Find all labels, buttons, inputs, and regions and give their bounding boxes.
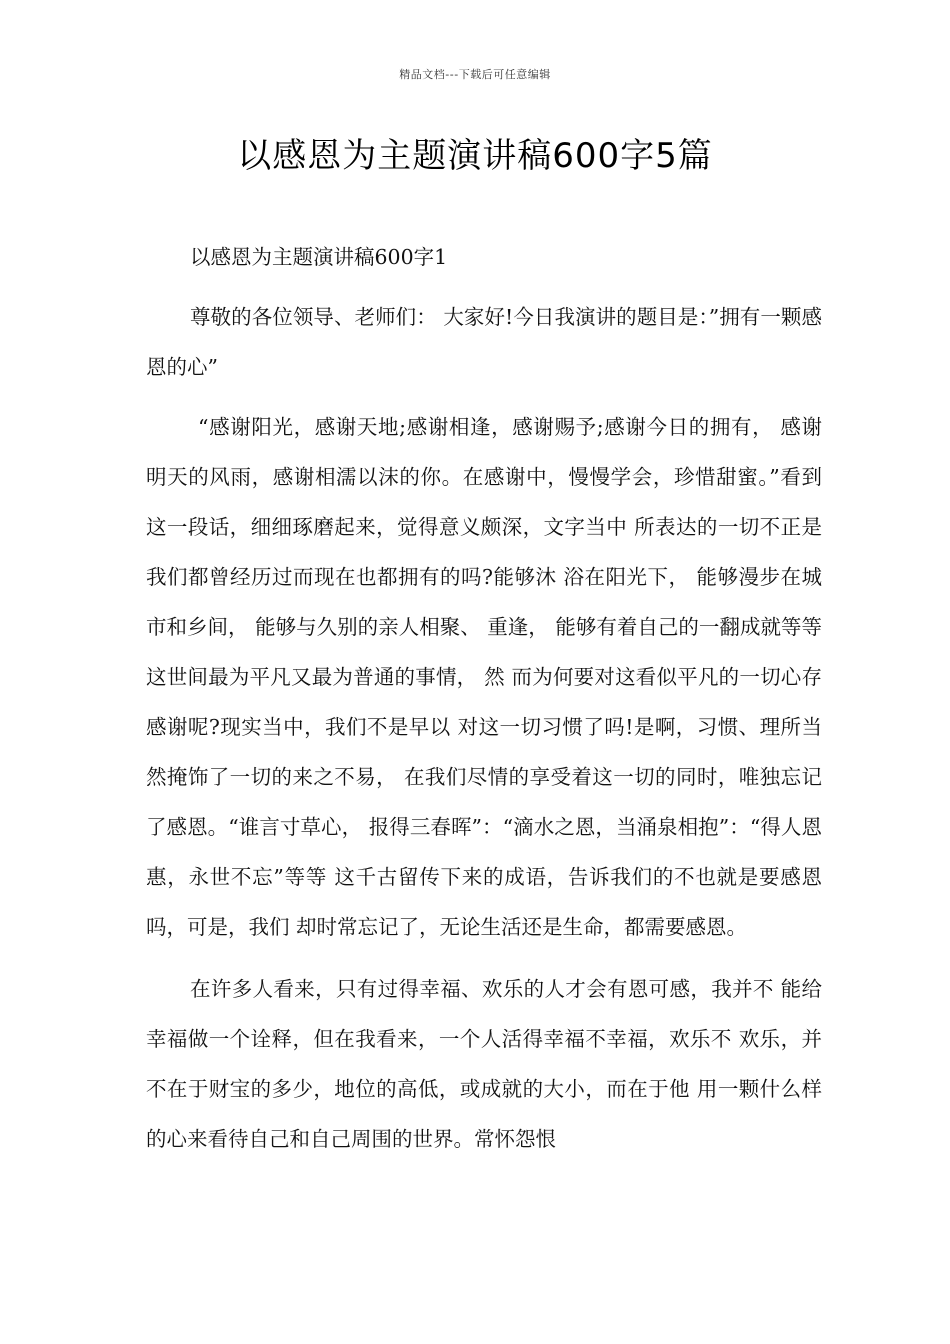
document-body (146, 232, 822, 1164)
paragraph: “感谢阳光，感谢天地;感谢相逢，感谢赐予;感谢今日的拥有， 感谢明天的风雨，感谢相濡以沫的你。在感谢中，慢慢学会，珍惜甜蜜。”看到这一段话，细细琢磨起来，觉得意义颇深，文字当中 所表达的一切不正是我们都曾经历过而现在也都拥有的吗?能够沐 浴在阳光下， 能够漫步在城市和乡间， 能够与久别的亲人相聚、 重逢， 能够有着自己的一翻成就等等这世间最为平凡又最为普通的事情， 然 而为何要对这看似平凡的一切心存感谢呢?现实当中，我们不是早以 对这一切习惯了吗!是啊，习惯、理所当然掩饰了一切的来之不易， 在我们尽情的享受着这一切的同时，唯独忘记了感恩。“谁言寸草心， 报得三春晖”：“滴水之恩，当涌泉相抱”：“得人恩惠，永世不忘”等等 这千古留传下来的成语，告诉我们的不也就是要感恩吗，可是，我们 却时常忘记了，无论生活还是生命，都需要感恩。 (146, 415, 822, 939)
document-title: 以感恩为主题演讲稿600字5篇 (237, 136, 713, 176)
section-subtitle: 以感恩为主题演讲稿600字1 (190, 245, 448, 269)
paragraph: 在许多人看来，只有过得幸福、欢乐的人才会有恩可感，我并不 能给幸福做一个诠释，但在我看来，一个人活得幸福不幸福，欢乐不 欢乐，并不在于财宝的多少，地位的高低，或成就的大小，而在于他 用一颗什么样的心来看待自己和自己周围的世界。常怀怨恨 (146, 977, 822, 1151)
header-note: 精品文档---下载后可任意编辑 (399, 68, 551, 81)
paragraph: 尊敬的各位领导、老师们： 大家好!今日我演讲的题目是：”拥有一颗感恩的心” (146, 305, 822, 379)
